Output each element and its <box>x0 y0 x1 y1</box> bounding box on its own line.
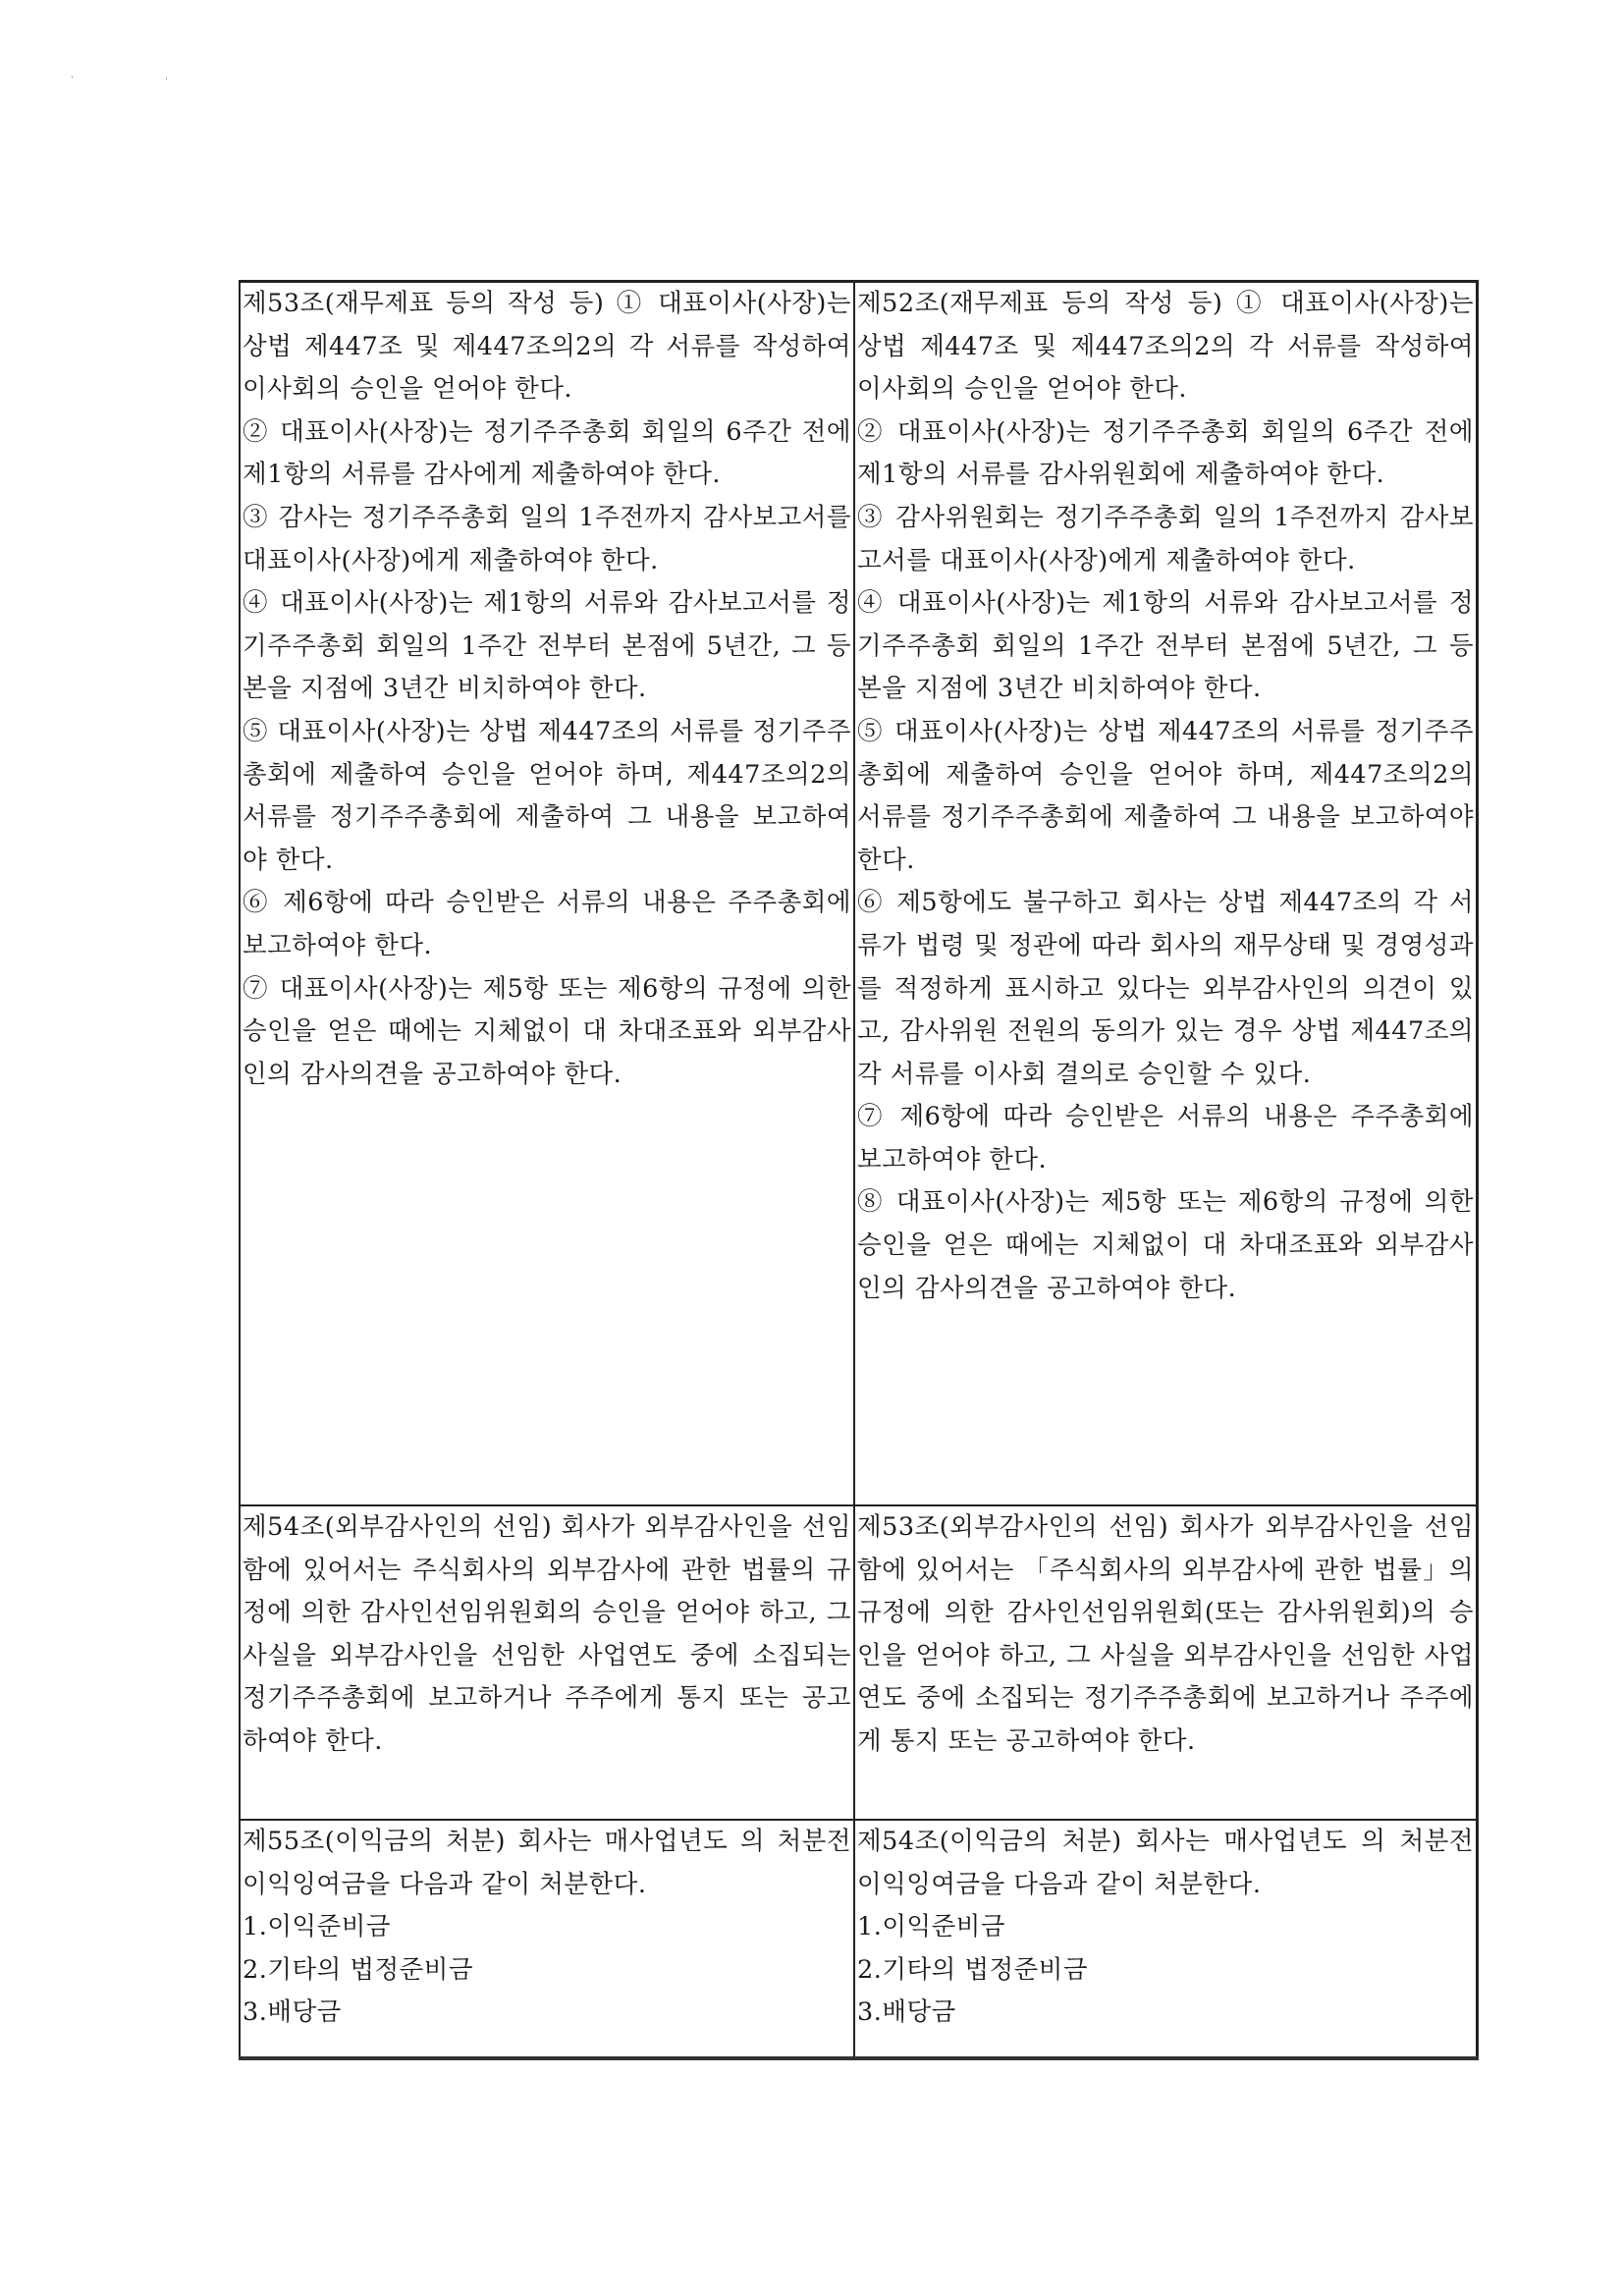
list-item: 2.기타의 법정준비금 <box>857 1954 1088 1985</box>
article-heading-paragraph: 제54조(외부감사인의 선임) 회사가 외부감사인을 선임함에 있어서는 주식회사의 외부감사에 관한 법률의 규정에 의한 감사인선임위원회의 승인을 얻어야 하고, 그 사실을 외부감사인을 선임한 사업연도 중에 소집되는 정기주주총회에 보고하거나 주주에게 통지 또는 공고하여야 한다. <box>243 1512 851 1756</box>
clause-paragraph: ⑦ 제6항에 따라 승인받은 서류의 내용은 주주총회에 보고하여야 한다. <box>857 1102 1474 1175</box>
scan-artifact-mark: ' <box>71 75 74 85</box>
articles-comparison-table <box>239 280 1479 2060</box>
old-article-cell <box>240 1505 854 1820</box>
clause-paragraph: ⑧ 대표이사(사장)는 제5항 또는 제6항의 규정에 의한 승인을 얻은 때에는 지체없이 대 차대조표와 외부감사인의 감사의견을 공고하여야 한다. <box>857 1187 1474 1303</box>
article-heading-paragraph: 제53조(재무제표 등의 작성 등) ① 대표이사(사장)는 상법 제447조 및 제447조의2의 각 서류를 작성하여 이사회의 승인을 얻어야 한다. <box>243 289 851 405</box>
list-item: 1.이익준비금 <box>243 1912 391 1942</box>
article-heading-paragraph: 제53조(외부감사인의 선임) 회사가 외부감사인을 선임함에 있어서는 「주식회사의 외부감사에 관한 법률」의 규정에 의한 감사인선임위원회(또는 감사위원회)의 승인을 얻어야 하고, 그 사실을 외부감사인을 선임한 사업연도 중에 소집되는 정기주주총회에 보고하거나 주주에게 통지 또는 공고하여야 한다. <box>857 1512 1474 1756</box>
old-article-cell <box>240 282 854 1506</box>
clause-paragraph: ⑤ 대표이사(사장)는 상법 제447조의 서류를 정기주주총회에 제출하여 승인을 얻어야 하며, 제447조의2의 서류를 정기주주총회에 제출하여 그 내용을 보고하여야 한다. <box>857 716 1474 875</box>
table-row-profit-disposition <box>240 1820 1478 2058</box>
article-heading-paragraph: 제54조(이익금의 처분) 회사는 매사업년도 의 처분전 이익잉여금을 다음과 같이 처분한다. <box>857 1827 1474 1899</box>
list-item: 2.기타의 법정준비금 <box>243 1954 473 1985</box>
clause-paragraph: ② 대표이사(사장)는 정기주주총회 회일의 6주간 전에 제1항의 서류를 감사위원회에 제출하여야 한다. <box>857 416 1474 490</box>
new-article-cell <box>854 1505 1478 1820</box>
clause-paragraph: ③ 감사는 정기주주총회 일의 1주전까지 감사보고서를 대표이사(사장)에게 제출하여야 한다. <box>243 502 851 575</box>
clause-paragraph: ⑦ 대표이사(사장)는 제5항 또는 제6항의 규정에 의한 승인을 얻은 때에는 지체없이 대 차대조표와 외부감사인의 감사의견을 공고하여야 한다. <box>243 973 851 1089</box>
old-article-cell <box>240 1820 854 2058</box>
clause-paragraph: ② 대표이사(사장)는 정기주주총회 회일의 6주간 전에 제1항의 서류를 감사에게 제출하여야 한다. <box>243 416 851 490</box>
clause-paragraph: ⑤ 대표이사(사장)는 상법 제447조의 서류를 정기주주총회에 제출하여 승인을 얻어야 하며, 제447조의2의 서류를 정기주주총회에 제출하여 그 내용을 보고하여야 한다. <box>243 716 851 875</box>
list-item: 1.이익준비금 <box>857 1912 1005 1942</box>
clause-paragraph: ④ 대표이사(사장)는 제1항의 서류와 감사보고서를 정기주주총회 회일의 1주간 전부터 본점에 5년간, 그 등본을 지점에 3년간 비치하여야 한다. <box>857 588 1474 704</box>
scan-artifact-mark: ' <box>165 77 168 87</box>
new-article-cell <box>854 282 1478 1506</box>
clause-paragraph: ⑥ 제5항에도 불구하고 회사는 상법 제447조의 각 서류가 법령 및 정관에 따라 회사의 재무상태 및 경영성과를 적정하게 표시하고 있다는 외부감사인의 의견이 있고, 감사위원 전원의 동의가 있는 경우 상법 제447조의 각 서류를 이사회 결의로 승인할 수 있다. <box>857 888 1474 1089</box>
article-heading-paragraph: 제52조(재무제표 등의 작성 등) ① 대표이사(사장)는 상법 제447조 및 제447조의2의 각 서류를 작성하여 이사회의 승인을 얻어야 한다. <box>857 289 1474 405</box>
clause-paragraph: ⑥ 제6항에 따라 승인받은 서류의 내용은 주주총회에 보고하여야 한다. <box>243 888 851 960</box>
table-row-financial-statements <box>240 282 1478 1506</box>
new-article-cell <box>854 1820 1478 2058</box>
article-heading-paragraph: 제55조(이익금의 처분) 회사는 매사업년도 의 처분전 이익잉여금을 다음과 같이 처분한다. <box>243 1827 851 1899</box>
list-item: 3.배당금 <box>243 1997 342 2028</box>
list-item: 3.배당금 <box>857 1997 956 2028</box>
clause-paragraph: ③ 감사위원회는 정기주주총회 일의 1주전까지 감사보고서를 대표이사(사장)에게 제출하여야 한다. <box>857 502 1474 575</box>
table-row-external-auditor <box>240 1505 1478 1820</box>
clause-paragraph: ④ 대표이사(사장)는 제1항의 서류와 감사보고서를 정기주주총회 회일의 1주간 전부터 본점에 5년간, 그 등본을 지점에 3년간 비치하여야 한다. <box>243 588 851 704</box>
